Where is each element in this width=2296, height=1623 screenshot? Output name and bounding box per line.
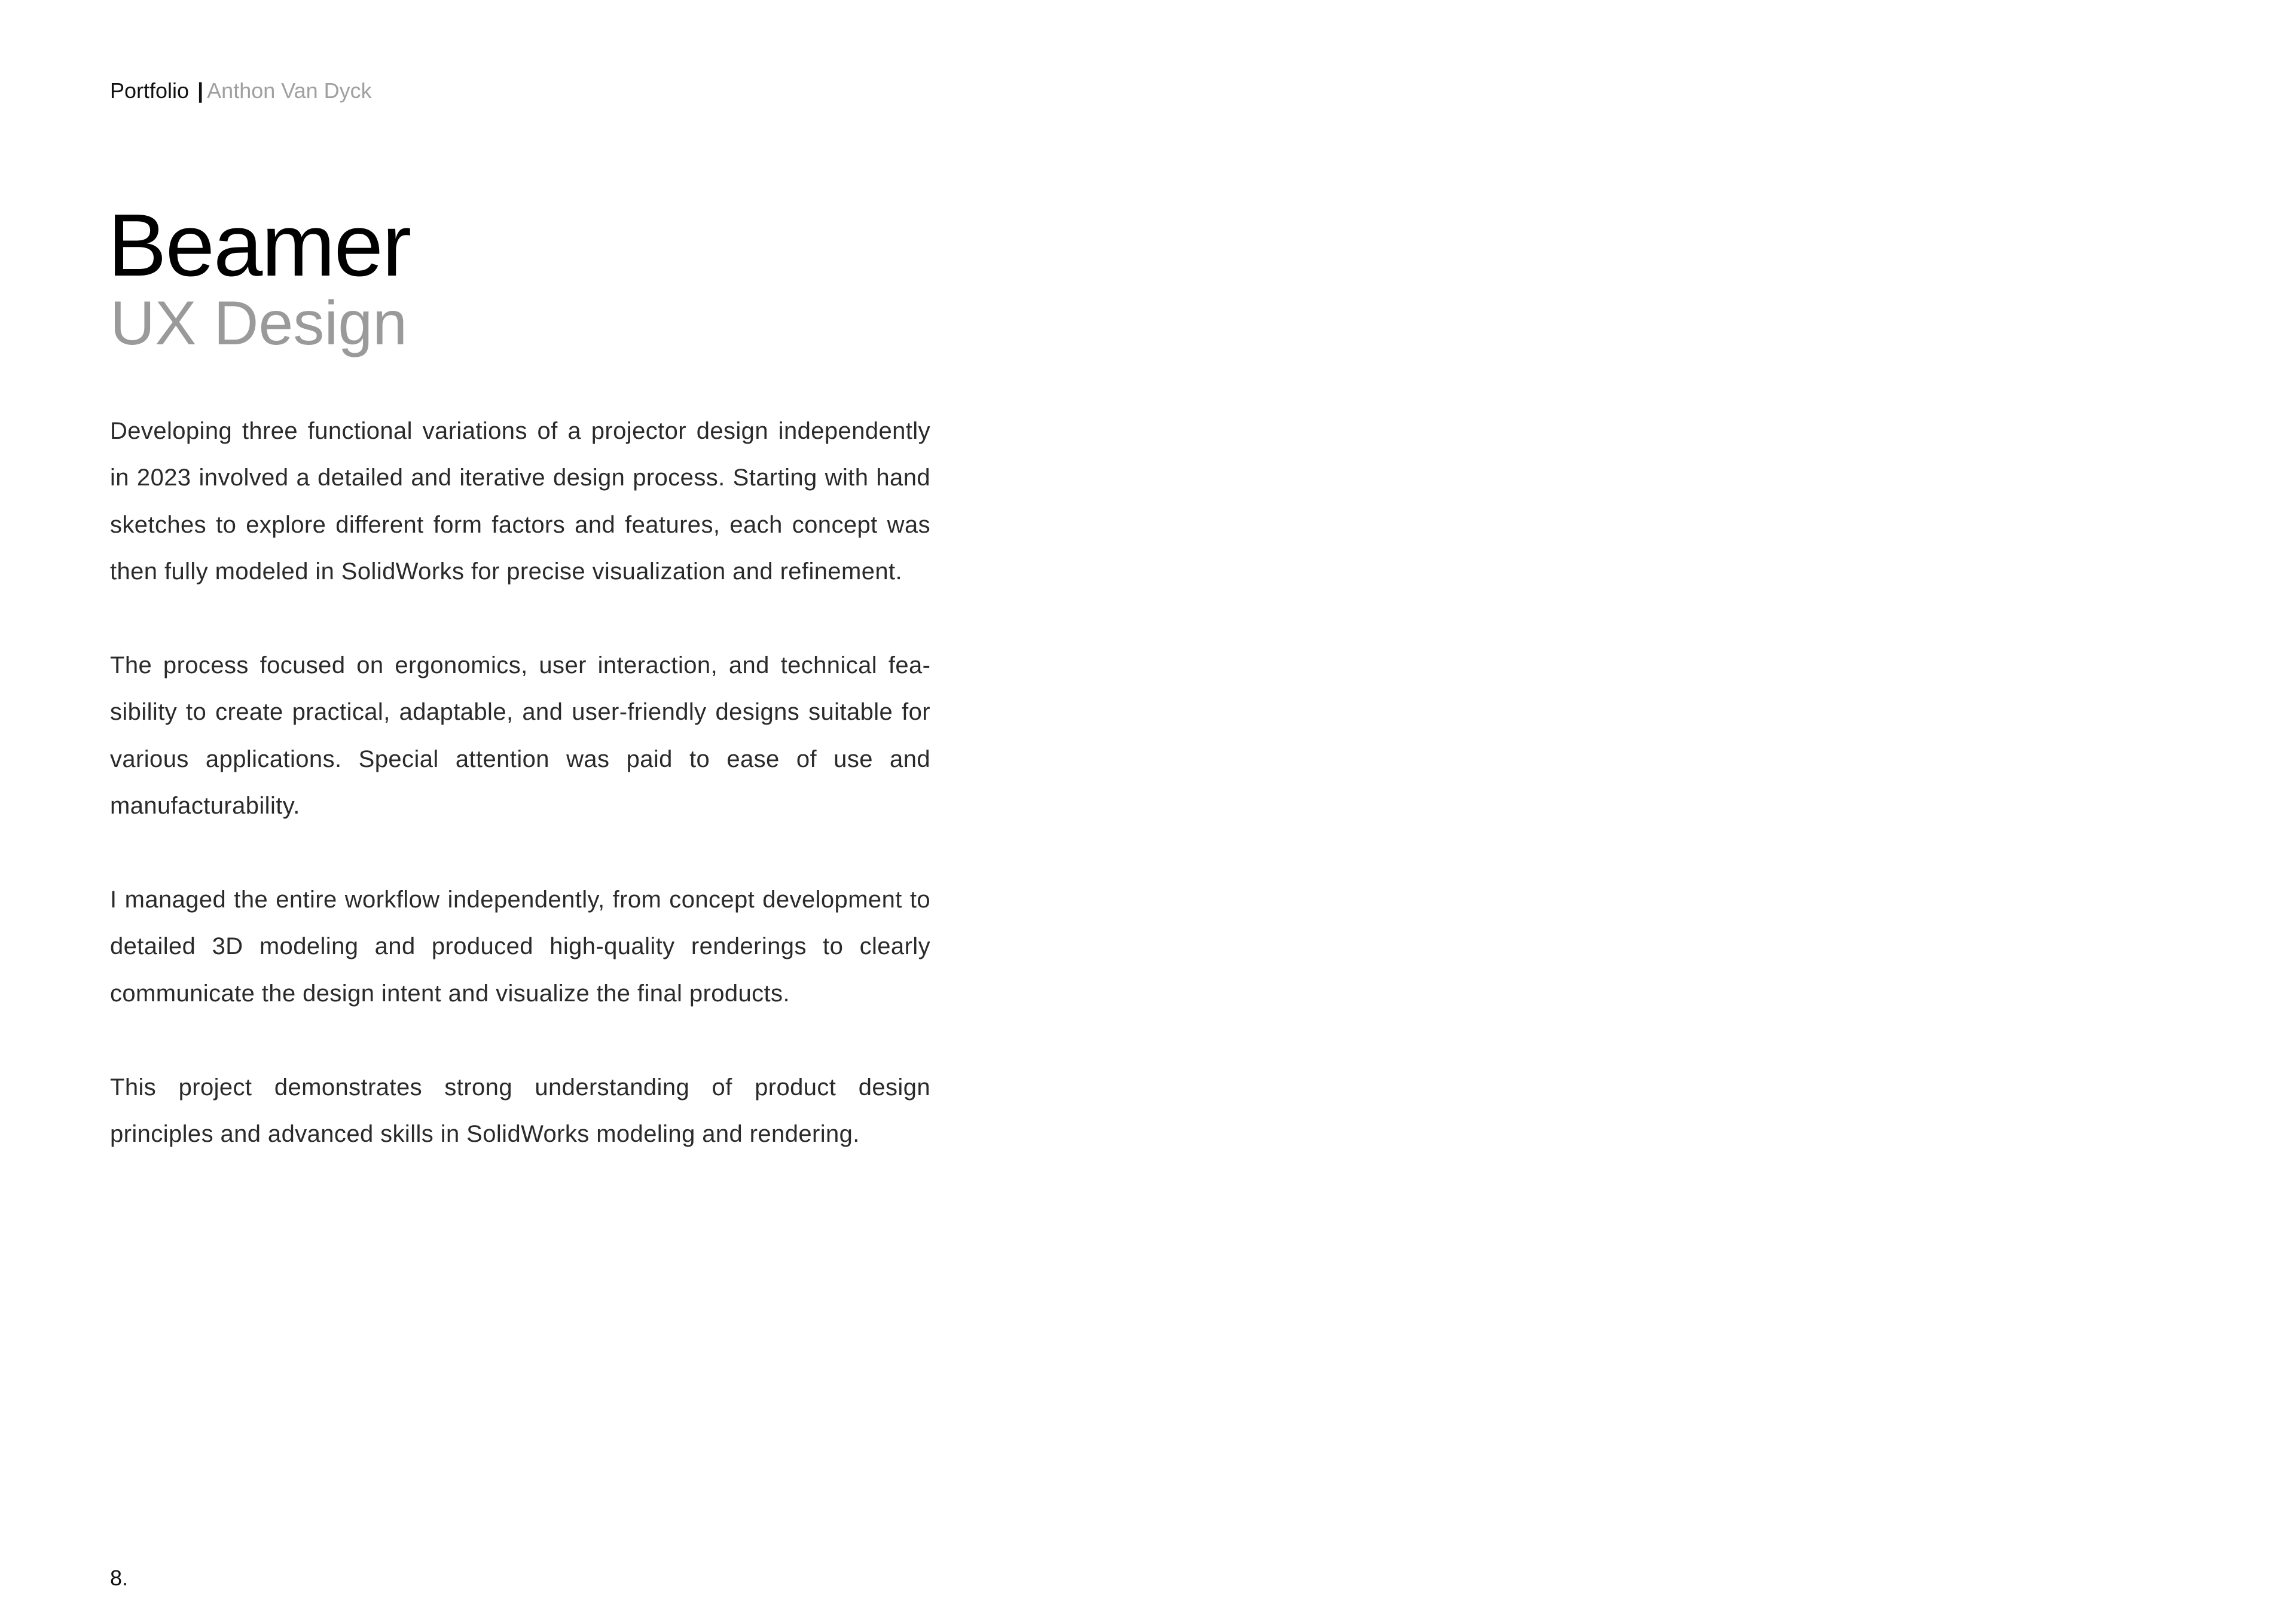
header-separator: | (197, 78, 204, 103)
project-description (110, 408, 930, 1157)
page-number: 8. (110, 1566, 129, 1590)
description-paragraph: This project demonstrates strong understanding of product design principles and advanced skills in SolidWorks modeling and rendering. (110, 1074, 930, 1148)
description-paragraph: I managed the entire workflow independently, from concept development to detailed 3D modeling and produced high-quality renderings to clearly communicate the design intent and visualize the final products. (110, 887, 930, 1007)
author-name: Anthon Van Dyck (207, 78, 372, 103)
portfolio-label: Portfolio (110, 78, 190, 103)
project-title: Beamer (108, 196, 411, 295)
description-paragraph: The process focused on ergonomics, user interaction, and technical feasibility to create practical, adaptable, and user-friendly designs suitable for various applications. Special attention was paid to ease of use and manufacturability. (110, 652, 930, 820)
description-paragraph: Developing three functional variations of a projector design independently in 2023 involved a detailed and iterative design process. Starting with hand sketches to explore different form factors and features, each concept was then fully modeled in SolidWorks for precise visualization and refinement. (110, 418, 930, 585)
page-header (110, 77, 372, 105)
project-subtitle: UX Design (110, 289, 408, 358)
